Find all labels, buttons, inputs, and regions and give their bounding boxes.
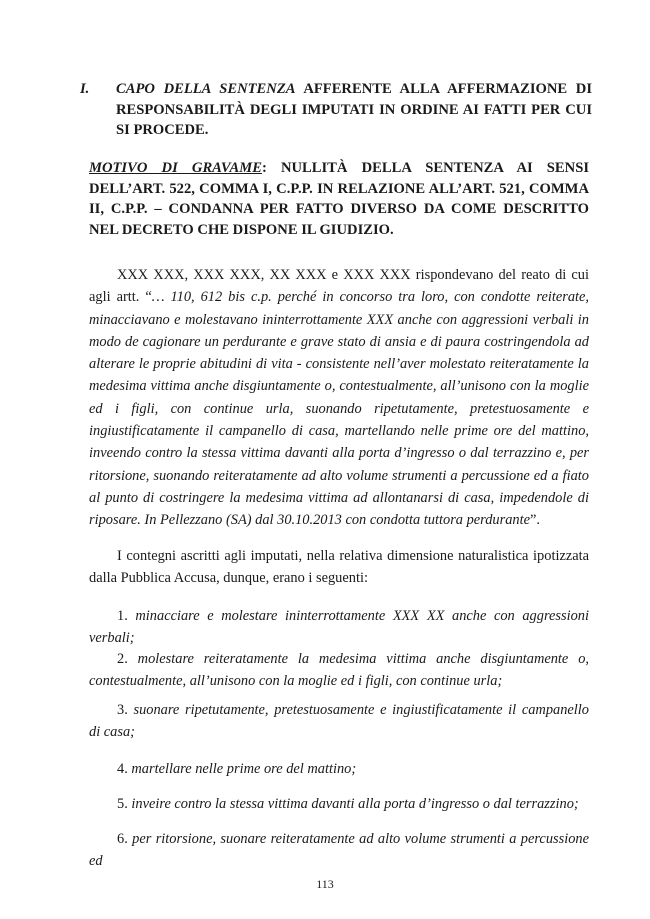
section-number: I. — [80, 81, 90, 97]
list-item — [89, 758, 589, 780]
item-number: 3. — [117, 702, 128, 718]
page-number: 113 — [316, 877, 334, 891]
motivo-text: : NULLITÀ DELLA SENTENZA AI SENSI DELL’ART. 522, COMMA I, C.P.P. IN RELAZIONE ALL’ART. 521, COMMA II, C.P.P. – CONDANNA PER FATTO DIVERSO DA COME DESCRITTO NEL DECRETO CHE DISPONE IL GIUDIZIO. — [89, 160, 589, 239]
capo-label: CAPO DELLA SENTENZA — [116, 81, 296, 97]
item-number: 6. — [117, 831, 128, 847]
item-text: molestare reiteratamente la medesima vittima anche disgiuntamente o, contestualmente, all’unisono con la moglie ed i figli, con continue urla; — [89, 651, 589, 690]
item-number: 2. — [117, 651, 128, 667]
list-item — [89, 605, 589, 650]
list-item — [89, 648, 589, 693]
item-number: 1. — [117, 608, 128, 624]
list-item — [89, 828, 589, 873]
paragraph-charges — [89, 264, 589, 532]
section-heading — [72, 79, 592, 141]
heading-rest: AFFERENTE ALLA AFFERMAZIONE DI RESPONSABILITÀ DEGLI IMPUTATI IN ORDINE AI FATTI PER CUI SI PROCEDE. — [116, 81, 592, 138]
item-text: minacciare e molestare ininterrottamente XXX XX anche con aggressioni verbali; — [89, 608, 589, 647]
item-text: inveire contro la stessa vittima davanti alla porta d’ingresso o dal terrazzino; — [131, 796, 579, 812]
paragraph-lead: XXX XXX, XXX XXX, XX XXX e XXX XXX rispondevano del reato di cui agli artt. “ — [89, 267, 589, 306]
item-text: suonare ripetutamente, pretestuosamente e ingiustificatamente il campanello di casa; — [89, 702, 589, 741]
item-number: 5. — [117, 796, 128, 812]
section-heading-text — [116, 79, 592, 141]
item-text: per ritorsione, suonare reiteratamente ad alto volume strumenti a percussione ed — [89, 831, 589, 870]
motivo-label: MOTIVO DI GRAVAME — [89, 160, 262, 176]
paragraph-conducts: I contegni ascritti agli imputati, nella relativa dimensione naturalistica ipotizzata dalla Pubblica Accusa, dunque, erano i seguenti: — [89, 548, 589, 587]
paragraph-tail: ”. — [530, 512, 541, 529]
item-text: martellare nelle prime ore del mattino; — [131, 761, 357, 777]
item-number: 4. — [117, 761, 128, 777]
list-item — [89, 793, 589, 815]
motivo-heading — [89, 158, 589, 241]
list-item — [89, 699, 589, 744]
charge-quote: … 110, 612 bis c.p. perché in concorso tra loro, con condotte reiterate, minacciavano e molestavano ininterrottamente XXX anche con aggressioni verbali in modo de cagionare un perdurante e grave stato di ansia e di paura costringendola ad alterare le proprie abitudini di vita - consistente nell’aver molestato reiteratamente la medesima vittima anche disgiuntamente o, contestualmente, all’unisono con la moglie ed i figli, con continue urla, suonando ripetutamente, pretestuosamente e ingiustificatamente il campanello di casa, martellando nelle prime ore del mattino, inveendo contro la stessa vittima davanti alla porta d’ingresso o dal terrazzino e, per ritorsione, suonando reiteratamente ad alto volume strumenti a percussione ed a fiato al punto di costringere la medesima vittima ad allontanarsi di casa, impedendole di riposare. In Pellezzano (SA) dal 30.10.2013 con condotta tuttora perdurante — [89, 289, 589, 529]
